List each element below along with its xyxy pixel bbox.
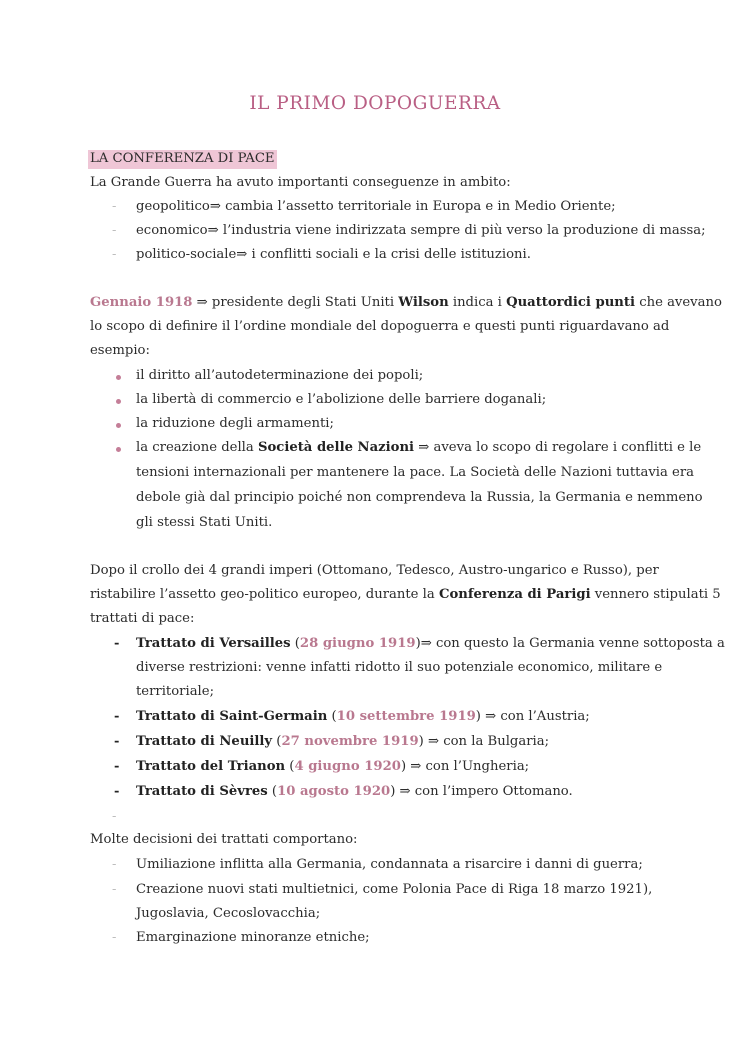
page-title: IL PRIMO DOPOGUERRA [249,93,501,114]
list-dash: - [114,709,120,724]
decisions-intro: Molte decisioni dei trattati comportano: [90,832,358,847]
parigi-paragraph-line: ristabilire l’assetto geo-politico europeo, durante la Conferenza di Parigi vennero stipulati 5 [90,587,721,602]
bullet-dot [116,399,121,404]
list-dash: - [112,857,117,872]
list-dash: - [114,759,120,774]
list-dash: - [112,199,117,214]
parigi-paragraph-line: trattati di pace: [90,611,195,626]
intro-text: La Grande Guerra ha avuto importanti conseguenze in ambito: [90,175,511,190]
list-dash: - [112,247,117,262]
point-item: la riduzione degli armamenti; [136,416,334,431]
list-dash: - [112,223,117,238]
consequence-item: politico-sociale⇒ i conflitti sociali e la crisi delle istituzioni. [136,247,531,262]
list-dash-empty: - [112,809,117,824]
treaty-saint-germain: Trattato di Saint-Germain (10 settembre 1919) ⇒ con l’Austria; [136,709,590,724]
point-item-continued: debole già dal principio poiché non comprendeva la Russia, la Germania e nemmeno [136,490,703,505]
treaty-versailles: Trattato di Versailles (28 giugno 1919)⇒ con questo la Germania venne sottoposta a [136,636,725,651]
treaty-sevres: Trattato di Sèvres (10 agosto 1920) ⇒ con l’impero Ottomano. [136,784,573,799]
wilson-paragraph-line: esempio: [90,343,150,358]
point-item-continued: gli stessi Stati Uniti. [136,515,273,530]
treaty-trianon: Trattato del Trianon (4 giugno 1920) ⇒ con l’Ungheria; [136,759,530,774]
consequence-item: economico⇒ l’industria viene indirizzata sempre di più verso la produzione di massa; [136,223,706,238]
wilson-paragraph-line: lo scopo di definire il l’ordine mondiale del dopoguerra e questi punti riguardavano ad [90,319,670,334]
list-dash: - [112,882,117,897]
point-item: il diritto all’autodeterminazione dei popoli; [136,368,424,383]
section-heading: LA CONFERENZA DI PACE [90,151,277,167]
list-dash: - [112,930,117,945]
list-dash: - [114,734,120,749]
consequence-item: geopolitico⇒ cambia l’assetto territoriale in Europa e in Medio Oriente; [136,199,616,214]
wilson-paragraph-line: Gennaio 1918 ⇒ presidente degli Stati Uniti Wilson indica i Quattordici punti che avevano [90,295,722,310]
treaty-neuilly: Trattato di Neuilly (27 novembre 1919) ⇒ con la Bulgaria; [136,734,550,749]
decision-item: Creazione nuovi stati multietnici, come Polonia Pace di Riga 18 marzo 1921), [136,882,653,897]
decision-item: Umiliazione inflitta alla Germania, condannata a risarcire i danni di guerra; [136,857,643,872]
point-item: la libertà di commercio e l’abolizione delle barriere doganali; [136,392,547,407]
treaty-versailles-continued: territoriale; [136,684,215,699]
bullet-dot [116,423,121,428]
bullet-dot [116,375,121,380]
list-dash: - [114,784,120,799]
decision-item: Emarginazione minoranze etniche; [136,930,370,945]
point-item-continued: tensioni internazionali per mantenere la pace. La Società delle Nazioni tuttavia era [136,465,695,480]
decision-item-continued: Jugoslavia, Cecoslovacchia; [136,906,321,921]
list-dash: - [114,636,120,651]
treaty-versailles-continued: diverse restrizioni: venne infatti ridotto il suo potenziale economico, militare e [136,660,663,675]
parigi-paragraph-line: Dopo il crollo dei 4 grandi imperi (Ottomano, Tedesco, Austro-ungarico e Russo), per [90,563,659,578]
bullet-dot [116,447,121,452]
point-item: la creazione della Società delle Nazioni ⇒ aveva lo scopo di regolare i conflitti e le [136,440,702,455]
